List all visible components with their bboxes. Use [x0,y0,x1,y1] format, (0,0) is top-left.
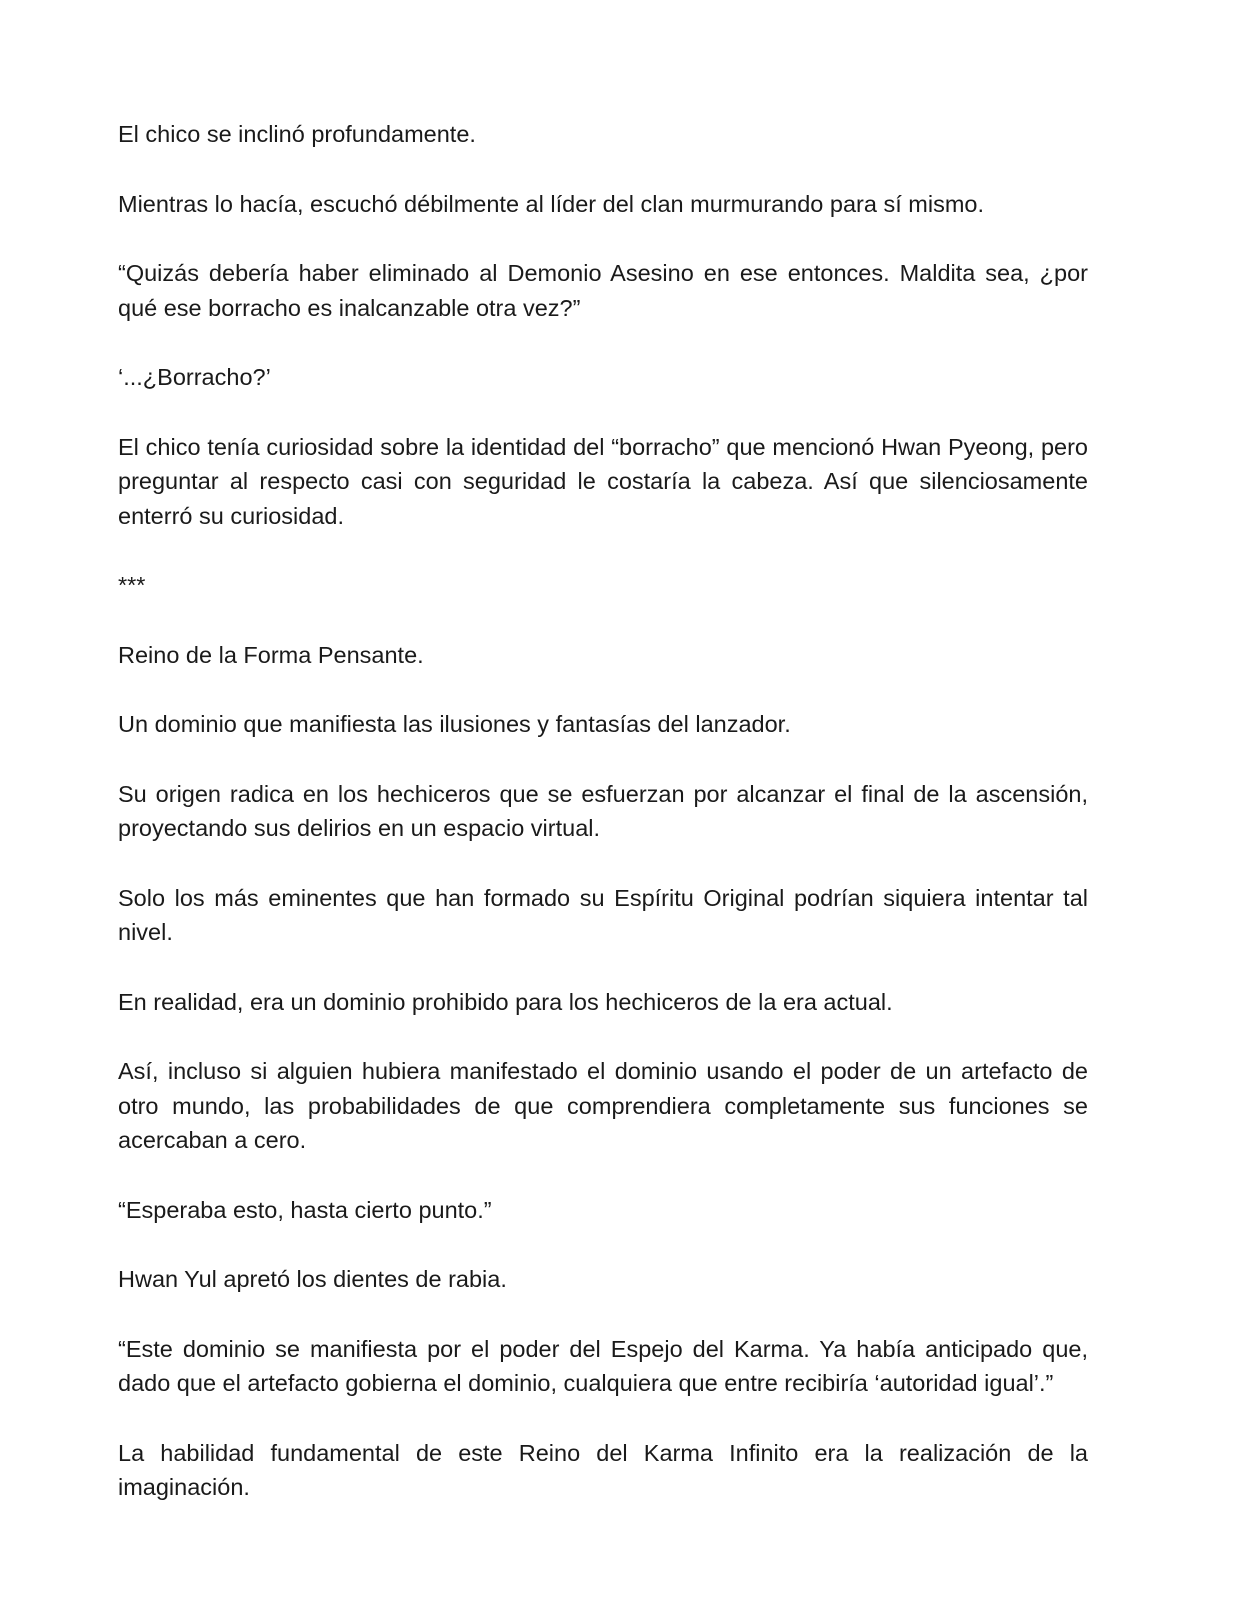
paragraph: Solo los más eminentes que han formado su Espíritu Original podrían siquiera intentar tal nivel. [118,884,1088,945]
paragraph: “Este dominio se manifiesta por el poder del Espejo del Karma. Ya había anticipado que, dado que el artefacto gobierna el dominio, cualquiera que entre recibiría ‘autoridad igual’.” [118,1335,1088,1396]
paragraph: Un dominio que manifiesta las ilusiones y fantasías del lanzador. [118,711,791,737]
paragraph: En realidad, era un dominio prohibido para los hechiceros de la era actual. [118,988,893,1015]
paragraph: Así, incluso si alguien hubiera manifestado el dominio usando el poder de un artefacto de otro mundo, las probabilidades de que comprendiera completamente sus funciones se acercaban a cero. [118,1058,1088,1153]
paragraph: “Esperaba esto, hasta cierto punto.” [118,1196,492,1223]
paragraph: El chico se inclinó profundamente. [118,121,476,147]
scene-break: *** [118,572,146,598]
paragraph: Hwan Yul apretó los dientes de rabia. [118,1266,507,1292]
document-body [118,117,1088,1505]
paragraph: ‘...¿Borracho?’ [118,364,271,390]
paragraph: Reino de la Forma Pensante. [118,641,424,668]
paragraph: Su origen radica en los hechiceros que se esfuerzan por alcanzar el final de la ascensión, proyectando sus delirios en un espacio virtual. [118,780,1088,841]
paragraph: Mientras lo hacía, escuchó débilmente al líder del clan murmurando para sí mismo. [118,190,984,217]
paragraph: La habilidad fundamental de este Reino del Karma Infinito era la realización de la imaginación. [118,1439,1088,1500]
paragraph: “Quizás debería haber eliminado al Demonio Asesino en ese entonces. Maldita sea, ¿por qué ese borracho es inalcanzable otra vez?” [118,260,1088,321]
paragraph: El chico tenía curiosidad sobre la identidad del “borracho” que mencionó Hwan Pyeong, pero preguntar al respecto casi con seguridad le costaría la cabeza. Así que silenciosamente enterró su curiosidad. [118,433,1088,529]
